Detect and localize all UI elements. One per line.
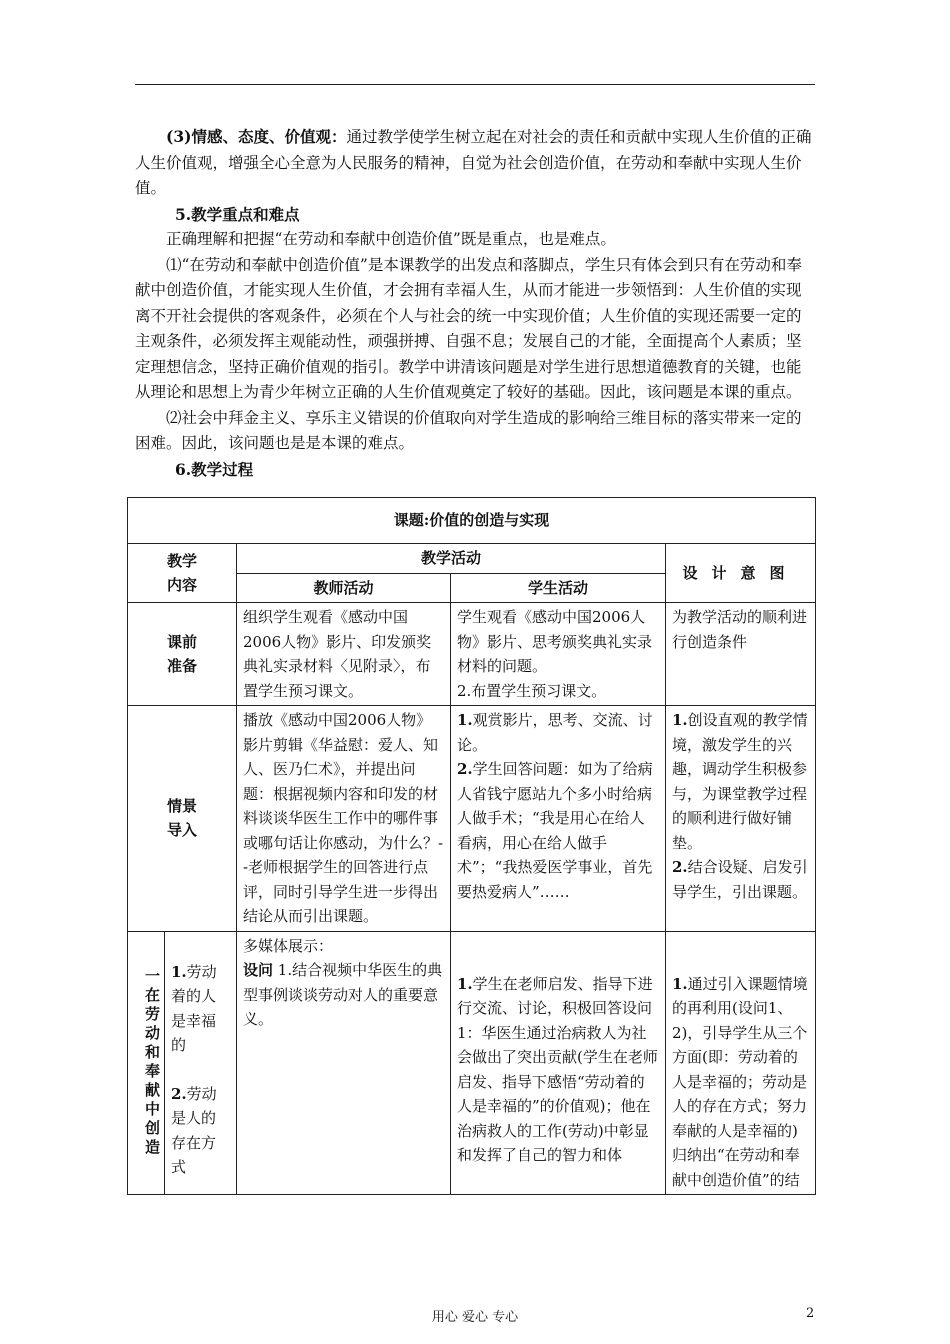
header-student: 学生活动 bbox=[451, 573, 666, 603]
header-content: 教学内容 bbox=[128, 544, 237, 603]
table-row bbox=[128, 706, 816, 932]
header-activity: 教学活动 bbox=[237, 544, 666, 574]
heading-key-points: 5.教学重点和难点 bbox=[175, 204, 300, 224]
paragraph-key-2: ⑴“在劳动和奉献中创造价值”是本课教学的出发点和落脚点，学生只有体会到只有在劳动和奉献中创造价值，才能实现人生价值，才会拥有幸福人生，从而才能进一步领悟到：人生价值的实现离不开社会提供的客观条件，必须在个人与社会的统一中实现价值；人生价值的实现还需要一定的主观条件，必须发挥主观能动性，顽强拼搏、自强不息；发展自己的才能，全面提高个人素质；坚定理想信念，坚持正确价值观的指引。教学中讲清该问题是对学生进行思想道德教育的关键，也能从理论和思想上为青少年树立正确的人生价值观奠定了较好的基础。因此，该问题是本课的重点。 bbox=[135, 255, 802, 401]
section1-student: 1.学生在老师启发、指导下进行交流、讨论，积极回答设问1：华医生通过治病救人为社会做出了突出贡献(学生在老师启发、指导下感悟“劳动着的人是幸福的”的价值观)；他在治病救人的工作(劳动)中彰显和发挥了自己的智力和体 bbox=[451, 931, 666, 1195]
header-intent: 设计意图 bbox=[666, 544, 816, 603]
section1-subtopics: 1.劳动着的人是幸福的 2.劳动是人的存在方式 bbox=[165, 931, 237, 1195]
emotion-text: 通过教学使学生树立起在对社会的责任和贡献中实现人生价值的正确人生价值观，增强全心全意为人民服务的精神，自觉为社会创造价值，在劳动和奉献中实现人生价值。 bbox=[135, 128, 812, 197]
lesson-plan-table bbox=[127, 497, 816, 1195]
row-label-prep: 课前准备 bbox=[128, 603, 237, 706]
body-text bbox=[135, 124, 815, 482]
heading-process: 6.教学过程 bbox=[175, 459, 254, 479]
header-rule bbox=[135, 84, 815, 85]
table-row bbox=[128, 603, 816, 706]
table-title: 课题:价值的创造与实现 bbox=[128, 498, 816, 544]
intro-intent: 1.创设直观的教学情境，激发学生的兴趣，调动学生积极参与，为课堂教学过程的顺利进行做好铺垫。 2.结合设疑、启发引导学生，引出课题。 bbox=[666, 706, 816, 932]
header-teacher: 教师活动 bbox=[237, 573, 451, 603]
row-label-section1: 一在劳动和奉献中创造 bbox=[128, 931, 165, 1195]
row-label-intro: 情景导入 bbox=[128, 706, 237, 932]
prep-intent: 为教学活动的顺利进行创造条件 bbox=[666, 603, 816, 706]
paragraph-emotion bbox=[135, 124, 815, 202]
page-number: 2 bbox=[806, 1306, 815, 1321]
intro-student: 1.观赏影片，思考、交流、讨论。 2.学生回答问题：如为了给病人省钱宁愿站九个多小时给病人做手术；“我是用心在给人看病，用心在给人做手术”；“我热爱医学事业，首先要热爱病人”…… bbox=[451, 706, 666, 932]
paragraph-key-1: 正确理解和把握“在劳动和奉献中创造价值”既是重点，也是难点。 bbox=[166, 230, 616, 248]
section1-intent: 1.通过引入课题情境的再利用(设问1、2)，引导学生从三个方面(即：劳动着的人是幸福的；劳动是人的存在方式；努力奉献的人是幸福的)归纳出“在劳动和奉献中创造价值”的结 bbox=[666, 931, 816, 1195]
prep-teacher: 组织学生观看《感动中国2006人物》影片、印发颁奖典礼实录材料〈见附录〉，布置学生预习课文。 bbox=[237, 603, 451, 706]
prep-student: 学生观看《感动中国2006人物》影片、思考颁奖典礼实录材料的问题。 2.布置学生预习课文。 bbox=[451, 603, 666, 706]
footer-text: 用心 爱心 专心 bbox=[431, 1310, 519, 1325]
emotion-label: (3)情感、态度、价值观： bbox=[166, 127, 347, 146]
table-row bbox=[128, 931, 816, 1195]
section1-teacher: 多媒体展示： 设问 1.结合视频中华医生的典型事例谈谈劳动对人的重要意义。 bbox=[237, 931, 451, 1195]
intro-teacher: 播放《感动中国2006人物》影片剪辑《华益慰：爱人、知人、医乃仁术》，并提出问题：根据视频内容和印发的材料谈谈华医生工作中的哪件事或哪句话让你感动，为什么？--老师根据学生的回答进行点评，同时引导学生进一步得出结论从而引出课题。 bbox=[237, 706, 451, 932]
paragraph-key-3: ⑵社会中拜金主义、享乐主义错误的价值取向对学生造成的影响给三维目标的落实带来一定的困难。因此，该问题也是是本课的难点。 bbox=[135, 408, 802, 452]
